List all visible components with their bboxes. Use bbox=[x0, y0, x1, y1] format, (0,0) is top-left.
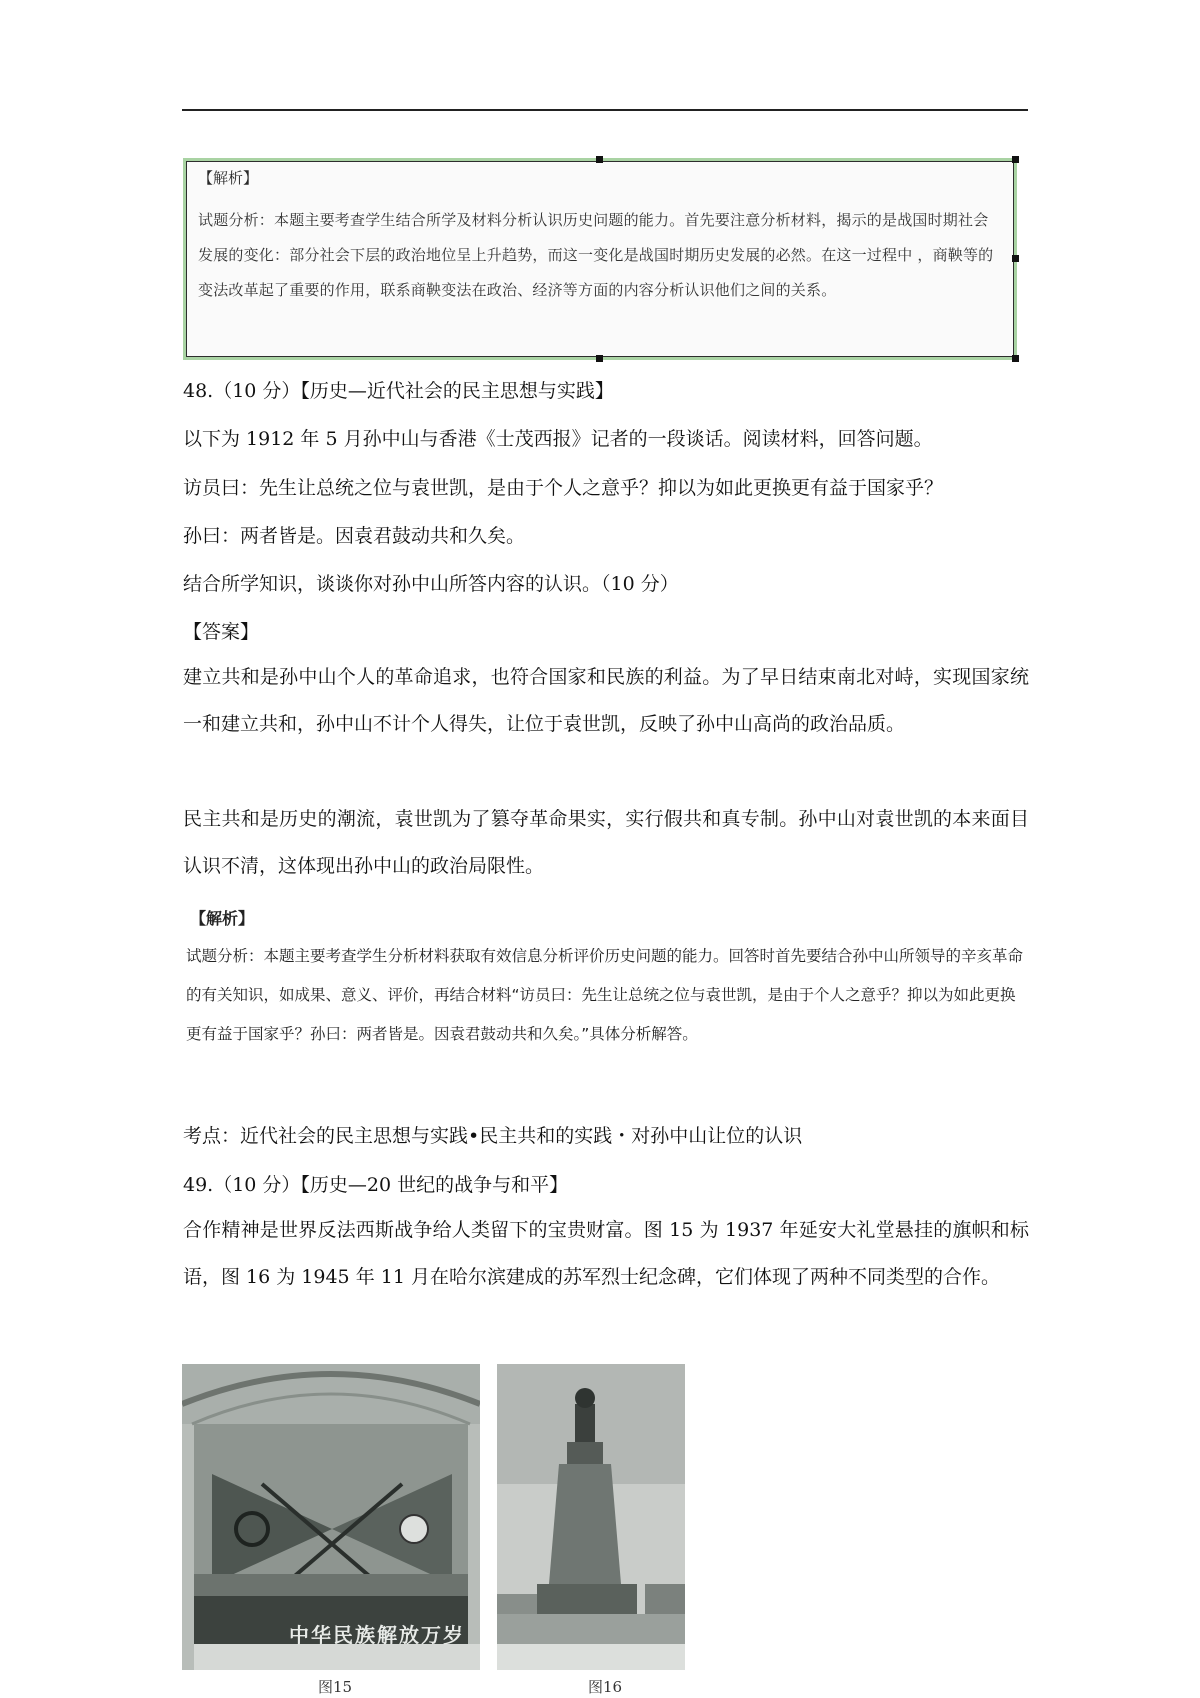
figure-15-caption: 图15 bbox=[318, 1678, 353, 1696]
resize-handle-right[interactable] bbox=[1012, 255, 1019, 262]
q48-prompt: 结合所学知识，谈谈你对孙中山所答内容的认识。（10 分） bbox=[183, 573, 679, 595]
resize-handle-bottom-right[interactable] bbox=[1012, 355, 1019, 362]
analysis-text: 试题分析：本题主要考查学生分析材料获取有效信息分析评价历史问题的能力。回答时首先要结合孙中山所领导的辛亥革命的有关知识，如成果、意义、评价，再结合材料“访员曰：先生让总统之位与袁世凯，是由于个人之意乎？抑以为如此更换更有益于国家乎？孙曰：两者皆是。因袁君鼓动共和久矣。”具体分析解答。 bbox=[186, 947, 1024, 1043]
kaodian-line: 考点：近代社会的民主思想与实践•民主共和的实践・对孙中山让位的认识 bbox=[183, 1125, 803, 1147]
figure-16-caption: 图16 bbox=[588, 1678, 623, 1696]
answer-paragraph-2: 民主共和是历史的潮流，袁世凯为了篡夺革命果实，实行假共和真专制。孙中山对袁世凯的本来面目认识不清，这体现出孙中山的政治局限性。 bbox=[183, 808, 1029, 877]
q49-intro: 合作精神是世界反法西斯战争给人类留下的宝贵财富。图 15 为 1937 年延安大礼堂悬挂的旗帜和标语，图 16 为 1945 年 11 月在哈尔滨建成的苏军烈士纪念碑，它们体现了两种不同类型的合作。 bbox=[183, 1219, 1029, 1288]
resize-handle-top[interactable] bbox=[596, 156, 603, 163]
analysis-heading: 【解析】 bbox=[190, 909, 255, 928]
header-rule bbox=[182, 109, 1028, 111]
q48-title: 48.（10 分）【历史—近代社会的民主思想与实践】 bbox=[183, 380, 614, 402]
analysis-box[interactable] bbox=[183, 158, 1017, 360]
q48-answer-line: 孙曰：两者皆是。因袁君鼓动共和久矣。 bbox=[183, 525, 526, 547]
figure-16-image bbox=[497, 1364, 685, 1670]
q48-intro: 以下为 1912 年 5 月孙中山与香港《士茂西报》记者的一段谈话。阅读材料，回答问题。 bbox=[183, 428, 933, 450]
resize-handle-top-right[interactable] bbox=[1012, 156, 1019, 163]
q49-title: 49.（10 分）【历史—20 世纪的战争与和平】 bbox=[183, 1174, 569, 1196]
q48-question-line: 访员曰：先生让总统之位与袁世凯，是由于个人之意乎？抑以为如此更换更有益于国家乎？ bbox=[183, 477, 944, 499]
answer-paragraph-1: 建立共和是孙中山个人的革命追求，也符合国家和民族的利益。为了早日结束南北对峙，实现国家统一和建立共和，孙中山不计个人得失，让位于袁世凯，反映了孙中山高尚的政治品质。 bbox=[183, 666, 1029, 735]
answer-heading: 【答案】 bbox=[183, 621, 260, 643]
analysis-box-heading: 【解析】 bbox=[198, 169, 259, 187]
analysis-box-text: 试题分析：本题主要考查学生结合所学及材料分析认识历史问题的能力。首先要注意分析材料，揭示的是战国时期社会发展的变化：部分社会下层的政治地位呈上升趋势，而这一变化是战国时期历史发展的必然。在这一过程中 ，商鞅等的变法改革起了重要的作用，联系商鞅变法在政治、经济等方面的内容分析认识他们之间的关系。 bbox=[198, 211, 994, 299]
figure-15-banner: 中华民族解放万岁 bbox=[289, 1623, 465, 1647]
resize-handle-bottom[interactable] bbox=[596, 355, 603, 362]
